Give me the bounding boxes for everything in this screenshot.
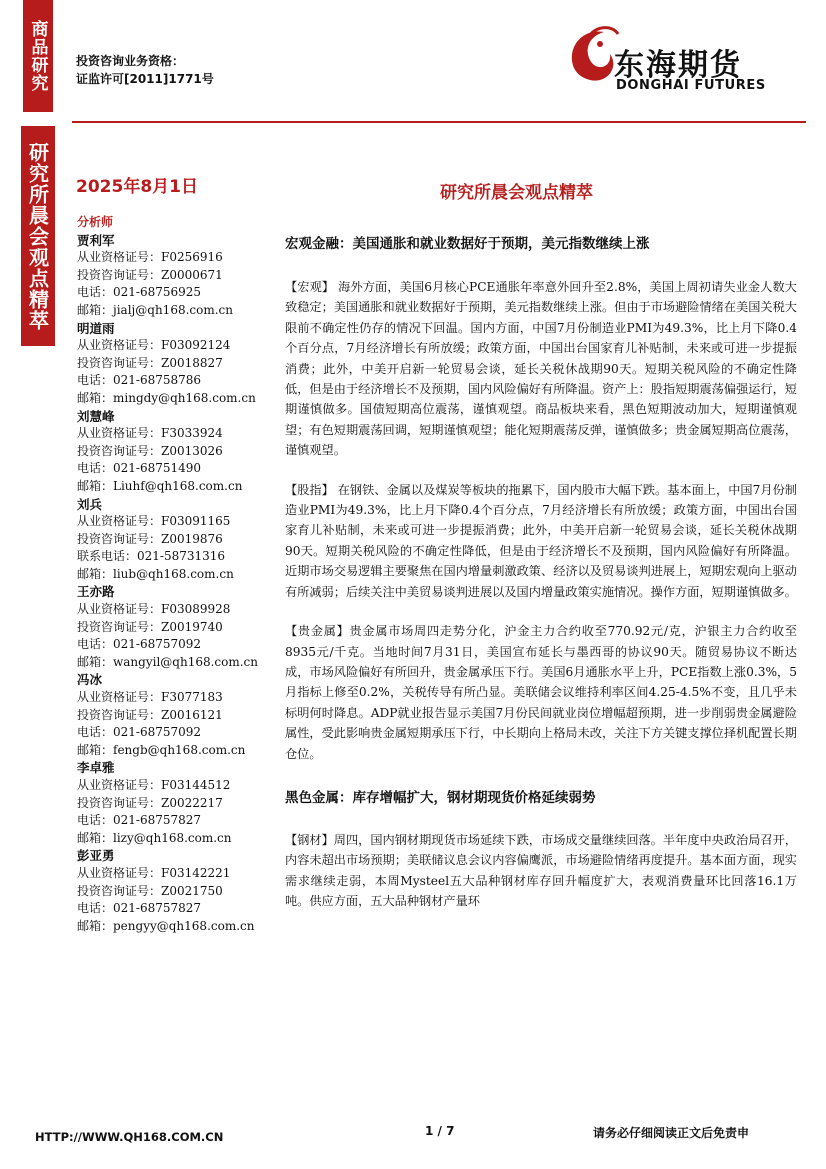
analyst-contact-line: 电话：021-68757092	[77, 725, 202, 740]
analyst-contact-line: 投资咨询证号：Z0021750	[77, 883, 223, 898]
qualification-line-1: 投资咨询业务资格：	[76, 54, 185, 68]
analyst-contact-line: 电话：021-68756925	[77, 285, 202, 300]
analyst-name: 彭亚勇	[77, 848, 115, 864]
steel-paragraph: 【钢材】周四，国内钢材期现货市场延续下跌，市场成交量继续回落。半年度中央政治局召开，内容未超出市场预期；美联储议息会议内容偏鹰派，市场避险情绪再度提升。基本面方面，现实需求继续走弱，本周Mysteel五大品种钢材库存回升幅度扩大，表观消费量环比回落16.1万吨。供应方面，五大品种钢材产量环	[285, 832, 797, 909]
analyst-contact-line: 邮箱：wangyil@qh168.com.cn	[77, 654, 259, 669]
analysts-panel	[77, 214, 277, 935]
analyst-name: 王亦路	[77, 584, 115, 600]
analyst-name: 李卓雅	[77, 760, 115, 776]
analyst-contact-line: 电话：021-68758786	[77, 373, 202, 388]
analyst-contact-line: 从业资格证号：F03092124	[77, 338, 231, 353]
analyst-contact-line: 邮箱：jialj@qh168.com.cn	[77, 302, 233, 317]
ferrous-heading: 黑色金属：库存增幅扩大，钢材期现货价格延续弱势	[285, 789, 596, 806]
analyst-contact-line: 从业资格证号：F03144512	[77, 778, 231, 792]
analyst-contact-line: 邮箱：pengyy@qh168.com.cn	[77, 918, 255, 933]
analyst-contact-line: 从业资格证号：F3033924	[77, 426, 223, 441]
analyst-name: 冯冰	[77, 672, 103, 688]
analyst-contact-line: 从业资格证号：F0256916	[77, 250, 223, 265]
analyst-list	[77, 232, 277, 936]
analyst-name: 明道雨	[77, 320, 115, 336]
logo-cn-text: 东海期货	[614, 48, 742, 83]
qualification-block	[76, 52, 214, 88]
logo-en-text: DONGHAI FUTURES	[616, 78, 766, 93]
analyst-contact-line: 邮箱：lizy@qh168.com.cn	[77, 830, 232, 845]
analyst-name: 刘慧峰	[77, 408, 115, 424]
header-divider	[72, 121, 806, 123]
precious-metals-paragraph: 【贵金属】贵金属市场周四走势分化，沪金主力合约收至770.92元/克，沪银主力合约收至 8935元/千克。当地时间7月31日，美国宣布延长与墨西哥的协议90天。随贸易协议不断达成，市场风险偏好有所回升，贵金属承压下行。美国6月通胀水平上升，PCE指数上涨0.3%，5月指标上修至0.2%，关税传导有所凸显。美联储会议维持利率区间4.25-4.5%不变，且几乎未标明何时降息。ADP就业报告显示美国7月份民间就业岗位增幅超预期，进一步削弱贵金属避险属性，受此影响贵金属短期承压下行，中长期向上格局未改，关注下方关键支撑位择机配置长期仓位。	[285, 624, 797, 761]
analyst-contact-line: 电话：021-68757827	[77, 901, 202, 916]
qualification-line-2: 证监许可[2011]1771号	[76, 72, 214, 86]
analyst-contact-line: 邮箱：Liuhf@qh168.com.cn	[77, 478, 243, 493]
analyst-contact-line: 从业资格证号：F03142221	[77, 865, 231, 880]
footer-url[interactable]: HTTP://WWW.QH168.COM.CN	[35, 1130, 224, 1144]
document-title: 研究所晨会观点精萃	[440, 183, 593, 203]
analyst-contact-line: 投资咨询证号：Z0019876	[77, 531, 223, 546]
side-tab-morning-meeting: 研究所晨会观点精萃	[21, 126, 55, 346]
analyst-contact-line: 邮箱：liub@qh168.com.cn	[77, 566, 234, 581]
macro-heading: 宏观金融：美国通胀和就业数据好于预期，美元指数继续上涨	[285, 236, 650, 252]
analysts-header: 分析师	[77, 215, 114, 229]
analyst-contact-line: 电话：021-68757827	[77, 813, 202, 828]
analyst-contact-line: 邮箱：fengb@qh168.com.cn	[77, 742, 246, 757]
analyst-contact-line: 投资咨询证号：Z0016121	[77, 707, 223, 722]
page-number: 1 / 7	[425, 1124, 455, 1138]
analyst-name: 贾利军	[77, 232, 115, 248]
side-tab-commodity-research: 商品研究	[23, 0, 53, 112]
analyst-contact-line: 联系电话：021-58731316	[77, 549, 226, 564]
analyst-contact-line: 投资咨询证号：Z0013026	[77, 443, 223, 458]
analyst-contact-line: 投资咨询证号：Z0019740	[77, 619, 223, 634]
analyst-contact-line: 从业资格证号：F03091165	[77, 514, 231, 529]
analyst-contact-line: 电话：021-68751490	[77, 461, 202, 476]
analyst-contact-line: 电话：021-68757092	[77, 637, 202, 652]
footer-disclaimer: 请务必仔细阅读正文后免责申	[593, 1126, 750, 1140]
analyst-name: 刘兵	[77, 496, 103, 512]
stock-index-paragraph: 【股指】 在钢铁、金属以及煤炭等板块的拖累下，国内股市大幅下跌。基本面上，中国7月份制造业PMI为49.3%，比上月下降0.4个百分点，7月经济增长有所放缓；政策方面，中国出台国家育儿补贴制，未来或可进一步提振消费；此外，中美开启新一轮贸易会谈，延长关税休战期90天。短期关税风险的不确定性降低，但是由于经济增长不及预期，国内风险偏好有所降温。近期市场交易逻辑主要聚焦在国内增量刺激政策、经济以及贸易谈判进展上，短期宏观向上驱动有所减弱；后续关注中美贸易谈判进展以及国内增量政策实施情况。操作方面，短期谨慎做多。	[285, 482, 797, 599]
analyst-contact-line: 投资咨询证号：Z0000671	[77, 267, 223, 282]
report-date: 2025年8月1日	[76, 177, 198, 197]
macro-paragraph: 【宏观】 海外方面，美国6月核心PCE通胀年率意外回升至2.8%，美国上周初请失业金人数大致稳定；美国通胀和就业数据好于预期，美元指数继续上涨。但由于市场避险情绪在美国关税大限前不确定性仍存的情况下回温。国内方面，中国7月份制造业PMI为49.3%，比上月下降0.4个百分点，7月经济增长有所放缓；政策方面，中国出台国家育儿补贴制，未来或可进一步提振消费；此外，中美开启新一轮贸易会谈，延长关税休战期90天。短期关税风险的不确定性降低，但是由于经济增长不及预期，国内风险偏好有所降温。资产上：股指短期震荡偏强运行，短期谨慎做多。国债短期高位震荡，谨慎观望。商品板块来看，黑色短期波动加大，短期谨慎观望；有色短期震荡回调，短期谨慎观望；能化短期震荡反弹，谨慎做多；贵金属短期高位震荡，谨慎观望。	[285, 280, 797, 458]
analyst-contact-line: 从业资格证号：F3077183	[77, 690, 223, 705]
analyst-contact-line: 投资咨询证号：Z0018827	[77, 355, 223, 370]
main-content	[285, 228, 797, 912]
analyst-contact-line: 投资咨询证号：Z0022217	[77, 795, 223, 810]
analyst-contact-line: 从业资格证号：F03089928	[77, 602, 231, 617]
analyst-contact-line: 邮箱：mingdy@qh168.com.cn	[77, 390, 256, 405]
